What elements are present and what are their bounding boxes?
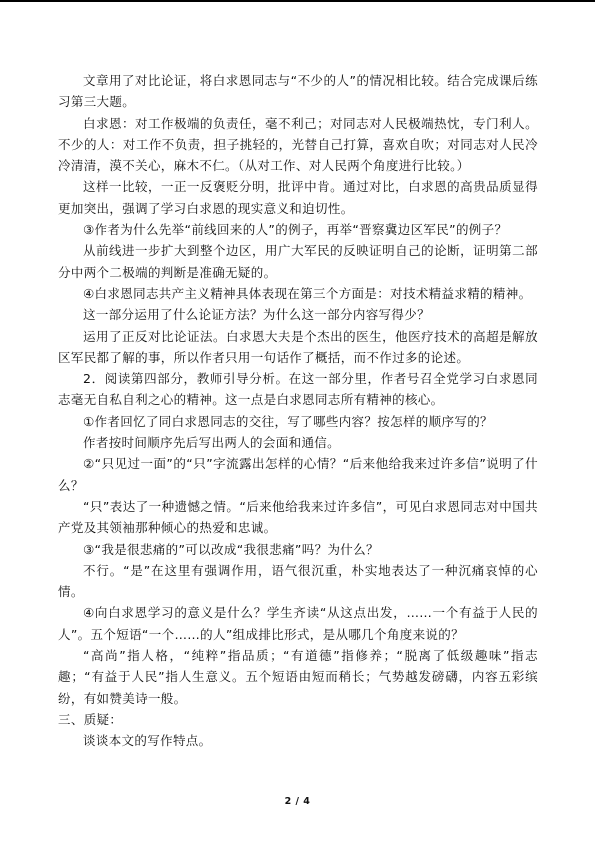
section-3-prompt: 谈谈本文的写作特点。	[83, 733, 212, 749]
question-3-examples: ③作者为什么先举“前线回来的人”的例子，再举“晋察冀边区军民”的例子？	[83, 222, 508, 238]
question-3-grief: ③“我是很悲痛的”可以改成“我很悲痛”吗？为什么？	[83, 541, 379, 557]
answer-3-grief: 不行。“是”在这里有强调作用，语气很沉重，朴实地表达了一种沉痛哀悼的心情。	[58, 562, 538, 600]
document-body	[58, 70, 538, 752]
section-3-heading: 三、质疑：	[58, 711, 123, 727]
question-argument-method: 这一部分运用了什么论证方法？为什么这一部分内容写得少？	[83, 307, 430, 323]
answer-argument-method: 运用了正反对比论证法。白求恩大夫是个杰出的医生，他医疗技术的高超是解放区军民都了解的事，所以作者只用一句话作了概括，而不作过多的论述。	[58, 328, 538, 365]
point-4-technique: ④白求恩同志共产主义精神具体表现在第三个方面是：对技术精益求精的精神。	[83, 285, 532, 301]
answer-1-recollection: 作者按时间顺序先后写出两人的会面和通信。	[83, 435, 341, 451]
answer-3-examples: 从前线进一步扩大到整个边区，用广大军民的反映证明自己的论断，证明第二部分中两个二极端的判断是准确无疑的。	[58, 243, 538, 280]
page-number: 2 / 4	[284, 796, 311, 807]
answer-2-only-once: “只”表达了一种遗憾之情。“后来他给我来过许多信”，可见白求恩同志对中国共产党及其领袖那种倾心的热爱和忠诚。	[58, 498, 538, 536]
question-4-significance: ④向白求恩学习的意义是什么？学生齐读“从这点出发，……一个有益于人民的人”。五个短语“一个……的人”组成排比形式，是从哪几个角度来说的？	[58, 605, 538, 642]
paragraph-contrast-detail: 白求恩：对工作极端的负责任，毫不利己；对同志对人民极端热忱，专门利人。不少的人：对工作不负责，担子挑轻的，光替自己打算，喜欢自吹；对同志对人民冷冷清清，漠不关心，麻木不仁。（从对工作、对人民两个角度进行比较。）	[58, 115, 538, 174]
answer-4-five-phrases: “高尚”指人格，“纯粹”指品质；“有道德”指修养；“脱离了低级趣味”指志趣；“有益于人民”指人生意义。五个短语由短而稍长；气势越发磅礴，内容五彩缤纷，有如赞美诗一般。	[58, 648, 538, 706]
section-2-reading-part-four: 2．阅读第四部分，教师引导分析。在这一部分里，作者号召全党学习白求恩同志毫无自私自利之心的精神。这一点是白求恩同志所有精神的核心。	[58, 371, 538, 408]
paragraph-contrast-intro: 文章用了对比论证，将白求恩同志与“不少的人”的情况相比较。结合完成课后练习第三大题。	[58, 73, 538, 110]
question-1-recollection: ①作者回忆了同白求恩同志的交往，写了哪些内容？按怎样的顺序写的？	[83, 413, 493, 429]
question-2-only-once: ②“只见过一面”的“只”字流露出怎样的心情？“后来他给我来过许多信”说明了什么？	[58, 456, 538, 493]
top-border-line	[0, 0, 595, 2]
paragraph-contrast-effect: 这样一比较，一正一反褒贬分明，批评中肯。通过对比，白求恩的高贵品质显得更加突出，强调了学习白求恩的现实意义和迫切性。	[58, 179, 538, 216]
